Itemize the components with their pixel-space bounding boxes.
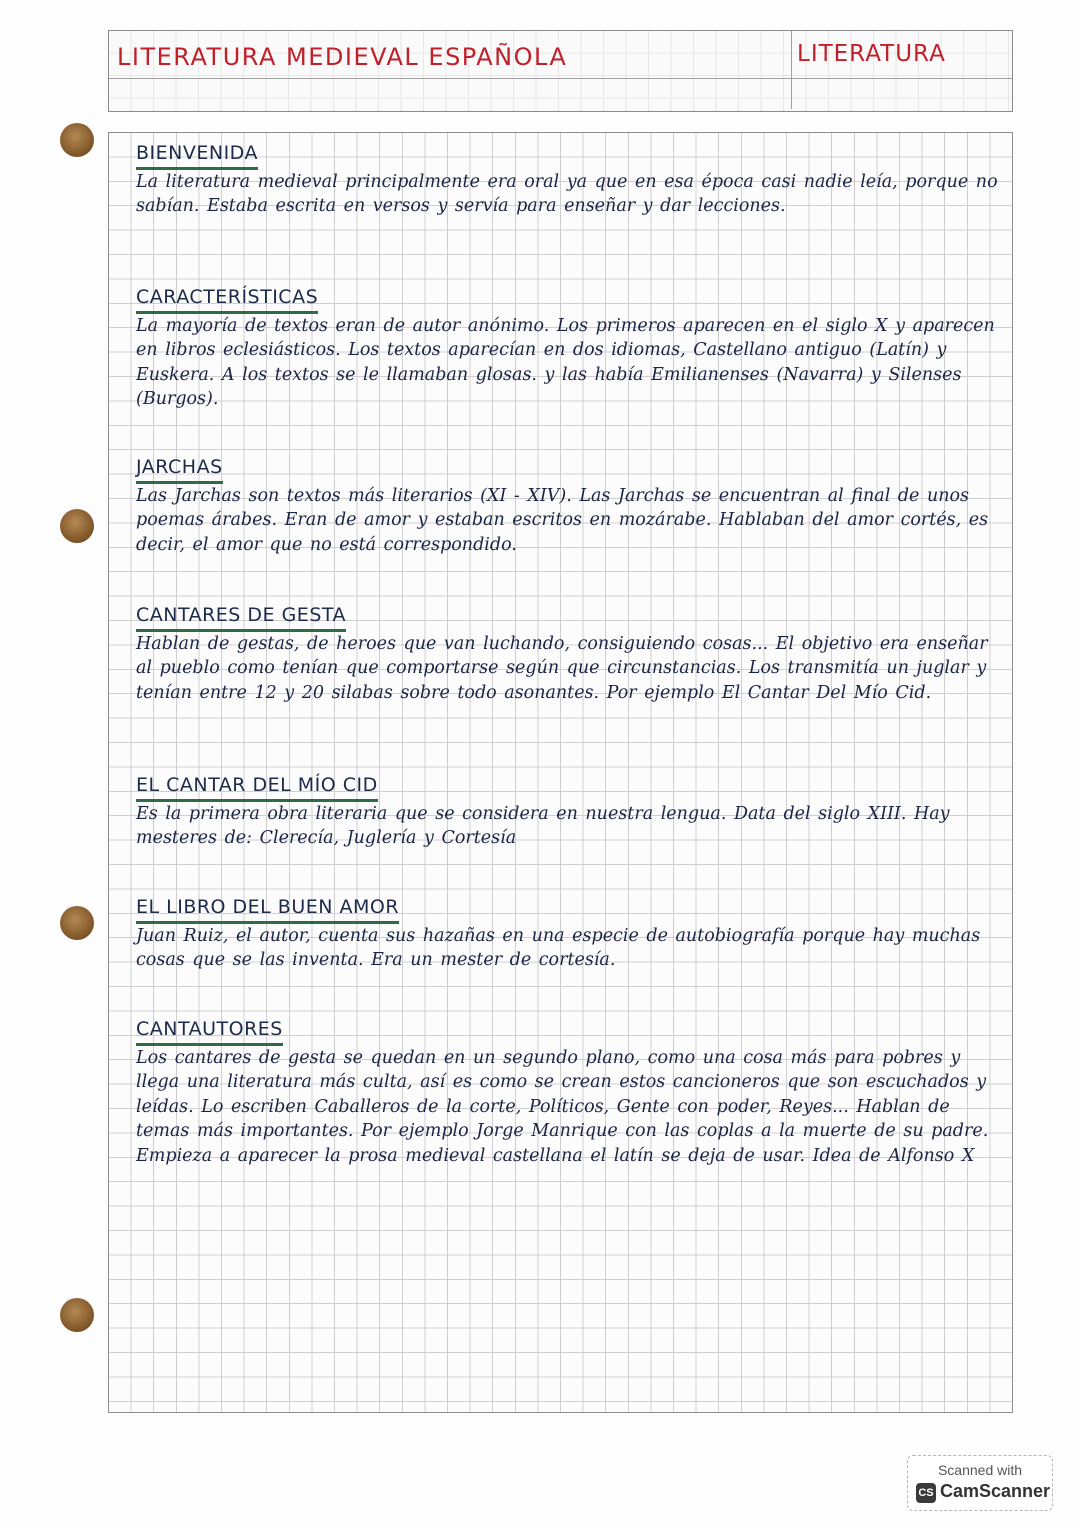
- section-el-cantar-del-mio-cid: [136, 774, 1006, 851]
- section-heading: BIENVENIDA: [136, 142, 258, 170]
- header-divider: [791, 31, 792, 109]
- section-heading: CARACTERÍSTICAS: [136, 286, 318, 314]
- section-text: Es la primera obra literaria que se considera en nuestra lengua. Data del siglo XIII. Hay mesteres de: Clerecía, Juglería y Cortesía: [136, 804, 950, 849]
- section-caracteristicas: [136, 286, 1006, 412]
- badge-brand: CamScanner: [940, 1481, 1051, 1501]
- camscanner-badge: [907, 1455, 1053, 1511]
- section-heading: CANTAUTORES: [136, 1018, 283, 1046]
- section-text: La literatura medieval principalmente era oral ya que en esa época casi nadie leía, porque no sabían. Estaba escrita en versos y servía para enseñar y dar lecciones.: [136, 172, 998, 217]
- section-text: La mayoría de textos eran de autor anónimo. Los primeros aparecen en el siglo X y aparecen en libros eclesiásticos. Los textos aparecían en dos idiomas, Castellano antiguo (Latín) y Euskera. A los textos se le llamaban glosas. y las había Emilianenses (Navarra) y Silenses (Burgos).: [136, 316, 995, 410]
- camscanner-logo-icon: CS: [916, 1483, 936, 1503]
- subject-label: LITERATURA: [797, 41, 946, 67]
- section-bienvenida: [136, 142, 1006, 219]
- header-rule: [109, 78, 1012, 79]
- section-heading: EL LIBRO DEL BUEN AMOR: [136, 896, 399, 924]
- section-text: Las Jarchas son textos más literarios (XI - XIV). Las Jarchas se encuentran al final de unos poemas árabes. Eran de amor y estaban escritos en mozárabe. Hablaban del amor cortés, es decir, el amor que no está correspondido.: [136, 486, 989, 555]
- section-text: Juan Ruiz, el autor, cuenta sus hazañas en una especie de autobiografía porque hay muchas cosas que se las inventa. Era un mester de cortesía.: [136, 926, 981, 971]
- punch-hole: [60, 509, 94, 543]
- punch-hole: [60, 123, 94, 157]
- badge-caption: Scanned with: [937, 1462, 1023, 1478]
- section-jarchas: [136, 456, 1006, 557]
- punch-hole: [60, 906, 94, 940]
- section-heading: CANTARES DE GESTA: [136, 604, 346, 632]
- section-el-libro-del-buen-amor: [136, 896, 1006, 973]
- section-text: Hablan de gestas, de heroes que van luchando, consiguiendo cosas... El objetivo era enseñar al pueblo como tenían que comportarse según que circunstancias. Los transmitía un juglar y tenían entre 12 y 20 silabas sobre todo asonantes. Por ejemplo El Cantar Del Mío Cid.: [136, 634, 988, 703]
- page-title: LITERATURA MEDIEVAL ESPAÑOLA: [117, 43, 568, 71]
- section-cantares-de-gesta: [136, 604, 1006, 705]
- punch-hole: [60, 1298, 94, 1332]
- section-heading: JARCHAS: [136, 456, 223, 484]
- section-cantautores: [136, 1018, 1006, 1168]
- section-text: Los cantares de gesta se quedan en un segundo plano, como una cosa más para pobres y llega una literatura más culta, así es como se crean estos cancioneros que son escuchados y leídas. Lo escriben Caballeros de la corte, Políticos, Gente con poder, Reyes... Hablan de temas más importantes. Por ejemplo Jorge Manrique con las coplas a la muerte de su padre. Empieza a aparecer la prosa medieval castellana el latín se deja de usar. Idea de Alfonso X: [136, 1048, 989, 1166]
- page-header: [108, 30, 1013, 112]
- section-heading: EL CANTAR DEL MÍO CID: [136, 774, 378, 802]
